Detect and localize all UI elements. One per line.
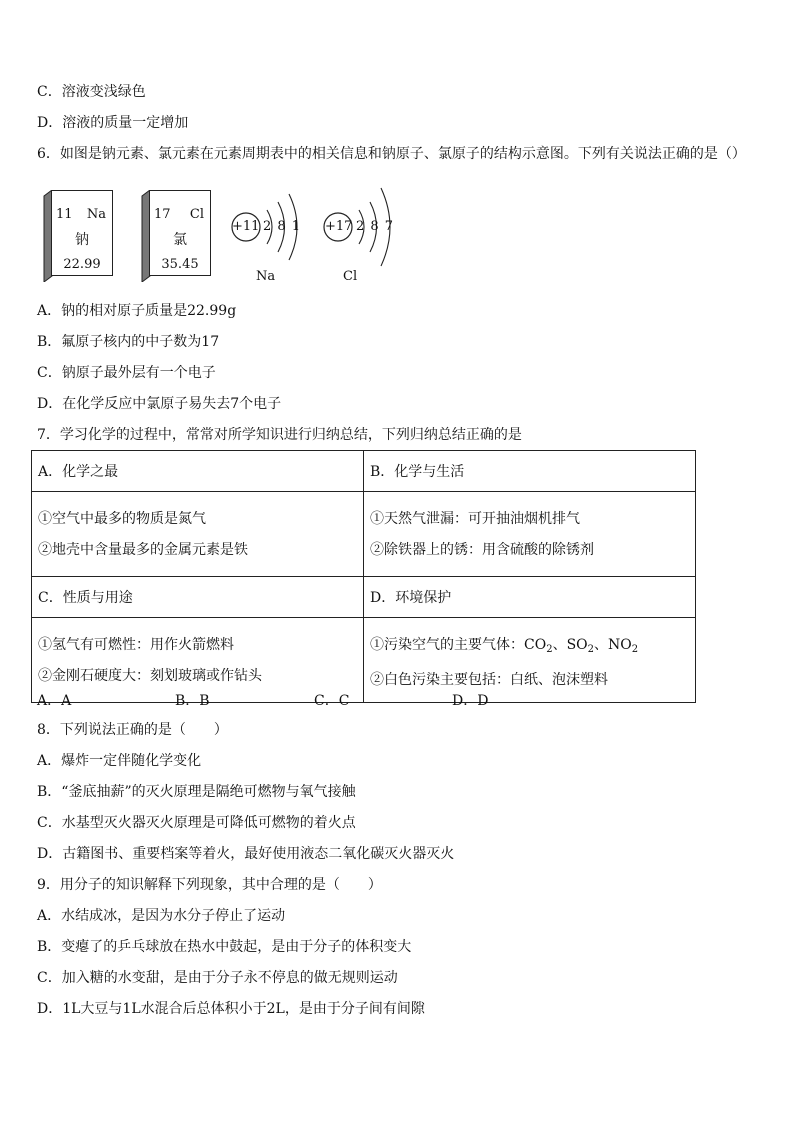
- q9-option-b: B．变瘪了的乒乓球放在热水中鼓起，是由于分子的体积变大: [37, 939, 412, 955]
- q7-cell-d-head: D．环境保护: [364, 577, 696, 618]
- q7-b-item-1: ①天然气泄漏：可开抽油烟机排气: [370, 511, 580, 527]
- q7-c-item-2: ②金刚石硬度大：刻划玻璃或作钻头: [38, 668, 262, 684]
- q6-stem: 6．如图是钠元素、氯元素在元素周期表中的相关信息和钠原子、氯原子的结构示意图。下列有关说法正确的是（）: [37, 146, 746, 162]
- q5-option-d: D．溶液的质量一定增加: [37, 115, 189, 131]
- q6-option-a: A．钠的相对原子质量是22.99g: [37, 303, 237, 319]
- q8-option-d: D．古籍图书、重要档案等着火，最好使用液态二氧化碳灭火器灭火: [37, 846, 455, 862]
- q7-summary-table: [31, 450, 696, 703]
- q7-cell-c-head: C．性质与用途: [32, 577, 364, 618]
- sodium-symbol: Na: [86, 207, 106, 222]
- q8-stem: 8．下列说法正确的是（ ）: [37, 722, 228, 738]
- chlorine-mass: 35.45: [161, 257, 199, 272]
- sodium-electron-shells: 2 8 1: [263, 219, 302, 234]
- q9-stem: 9．用分子的知识解释下列现象，其中合理的是（ ）: [37, 877, 382, 893]
- q9-option-d: D．1L大豆与1L水混合后总体积小于2L，是由于分子间有间隙: [37, 1001, 425, 1017]
- q7-a-item-1: ①空气中最多的物质是氮气: [38, 511, 206, 527]
- gas-co2-subscript: 2: [546, 644, 553, 655]
- q7-a-item-2: ②地壳中含量最多的金属元素是铁: [38, 542, 248, 558]
- sodium-atomic-number: 11: [56, 207, 73, 222]
- chlorine-atomic-number: 17: [154, 207, 171, 222]
- q9-option-a: A．水结成冰，是因为水分子停止了运动: [37, 908, 286, 924]
- chlorine-atom-label: Cl: [343, 269, 358, 284]
- q7-option-d: D．D: [452, 693, 489, 709]
- gas-no2: NO: [608, 637, 632, 653]
- chlorine-electron-shells: 2 8 7: [356, 219, 395, 234]
- sodium-atom-label: Na: [256, 269, 276, 284]
- q9-option-c: C．加入糖的水变甜，是由于分子永不停息的做无规则运动: [37, 970, 398, 986]
- q7-d-item-1-prefix: ①污染空气的主要气体：: [370, 637, 524, 653]
- q7-d-item-1: [370, 630, 689, 665]
- q7-stem: 7．学习化学的过程中，常常对所学知识进行归纳总结，下列归纳总结正确的是: [37, 427, 522, 443]
- separator: 、: [594, 637, 609, 653]
- sodium-nucleus-charge: +11: [232, 219, 260, 234]
- chlorine-symbol: Cl: [189, 207, 204, 222]
- q7-cell-b-head: B．化学与生活: [364, 451, 696, 492]
- chlorine-name: 氯: [173, 232, 187, 248]
- q8-option-a: A．爆炸一定伴随化学变化: [37, 753, 202, 769]
- gas-co2: CO: [524, 637, 547, 653]
- atom-structure-diagrams: [225, 180, 400, 290]
- q8-option-c: C．水基型灭火器灭火原理是可降低可燃物的着火点: [37, 815, 356, 831]
- q6-option-d: D．在化学反应中氯原子易失去7个电子: [37, 396, 282, 412]
- q7-d-item-2: ②白色污染主要包括：白纸、泡沫塑料: [370, 672, 608, 688]
- q7-option-c: C．C: [314, 693, 350, 709]
- q7-cell-d-body: [364, 618, 696, 703]
- q6-option-b: B．氟原子核内的中子数为17: [37, 334, 220, 350]
- q7-b-item-2: ②除铁器上的锈：用含硫酸的除锈剂: [370, 542, 594, 558]
- q6-option-c: C．钠原子最外层有一个电子: [37, 365, 216, 381]
- q5-option-c: C．溶液变浅绿色: [37, 84, 146, 100]
- separator: 、: [552, 637, 567, 653]
- q7-c-item-1: ①氢气有可燃性：用作火箭燃料: [38, 637, 234, 653]
- q7-cell-b-body: [364, 492, 696, 577]
- gas-so2-subscript: 2: [587, 644, 595, 655]
- sodium-periodic-cell: [43, 190, 113, 276]
- q7-cell-a-head: A．化学之最: [32, 451, 364, 492]
- sodium-mass: 22.99: [63, 257, 101, 272]
- q8-option-b: B．“釜底抽薪”的灭火原理是隔绝可燃物与氧气接触: [37, 784, 356, 800]
- q7-option-b: B．B: [175, 693, 210, 709]
- q7-option-a: A．A: [37, 693, 72, 709]
- gas-no2-subscript: 2: [631, 644, 639, 655]
- chlorine-periodic-cell: [141, 190, 211, 276]
- q7-cell-a-body: [32, 492, 364, 577]
- chlorine-nucleus-charge: +17: [325, 219, 353, 234]
- sodium-name: 钠: [75, 232, 89, 248]
- gas-so2: SO: [566, 637, 588, 653]
